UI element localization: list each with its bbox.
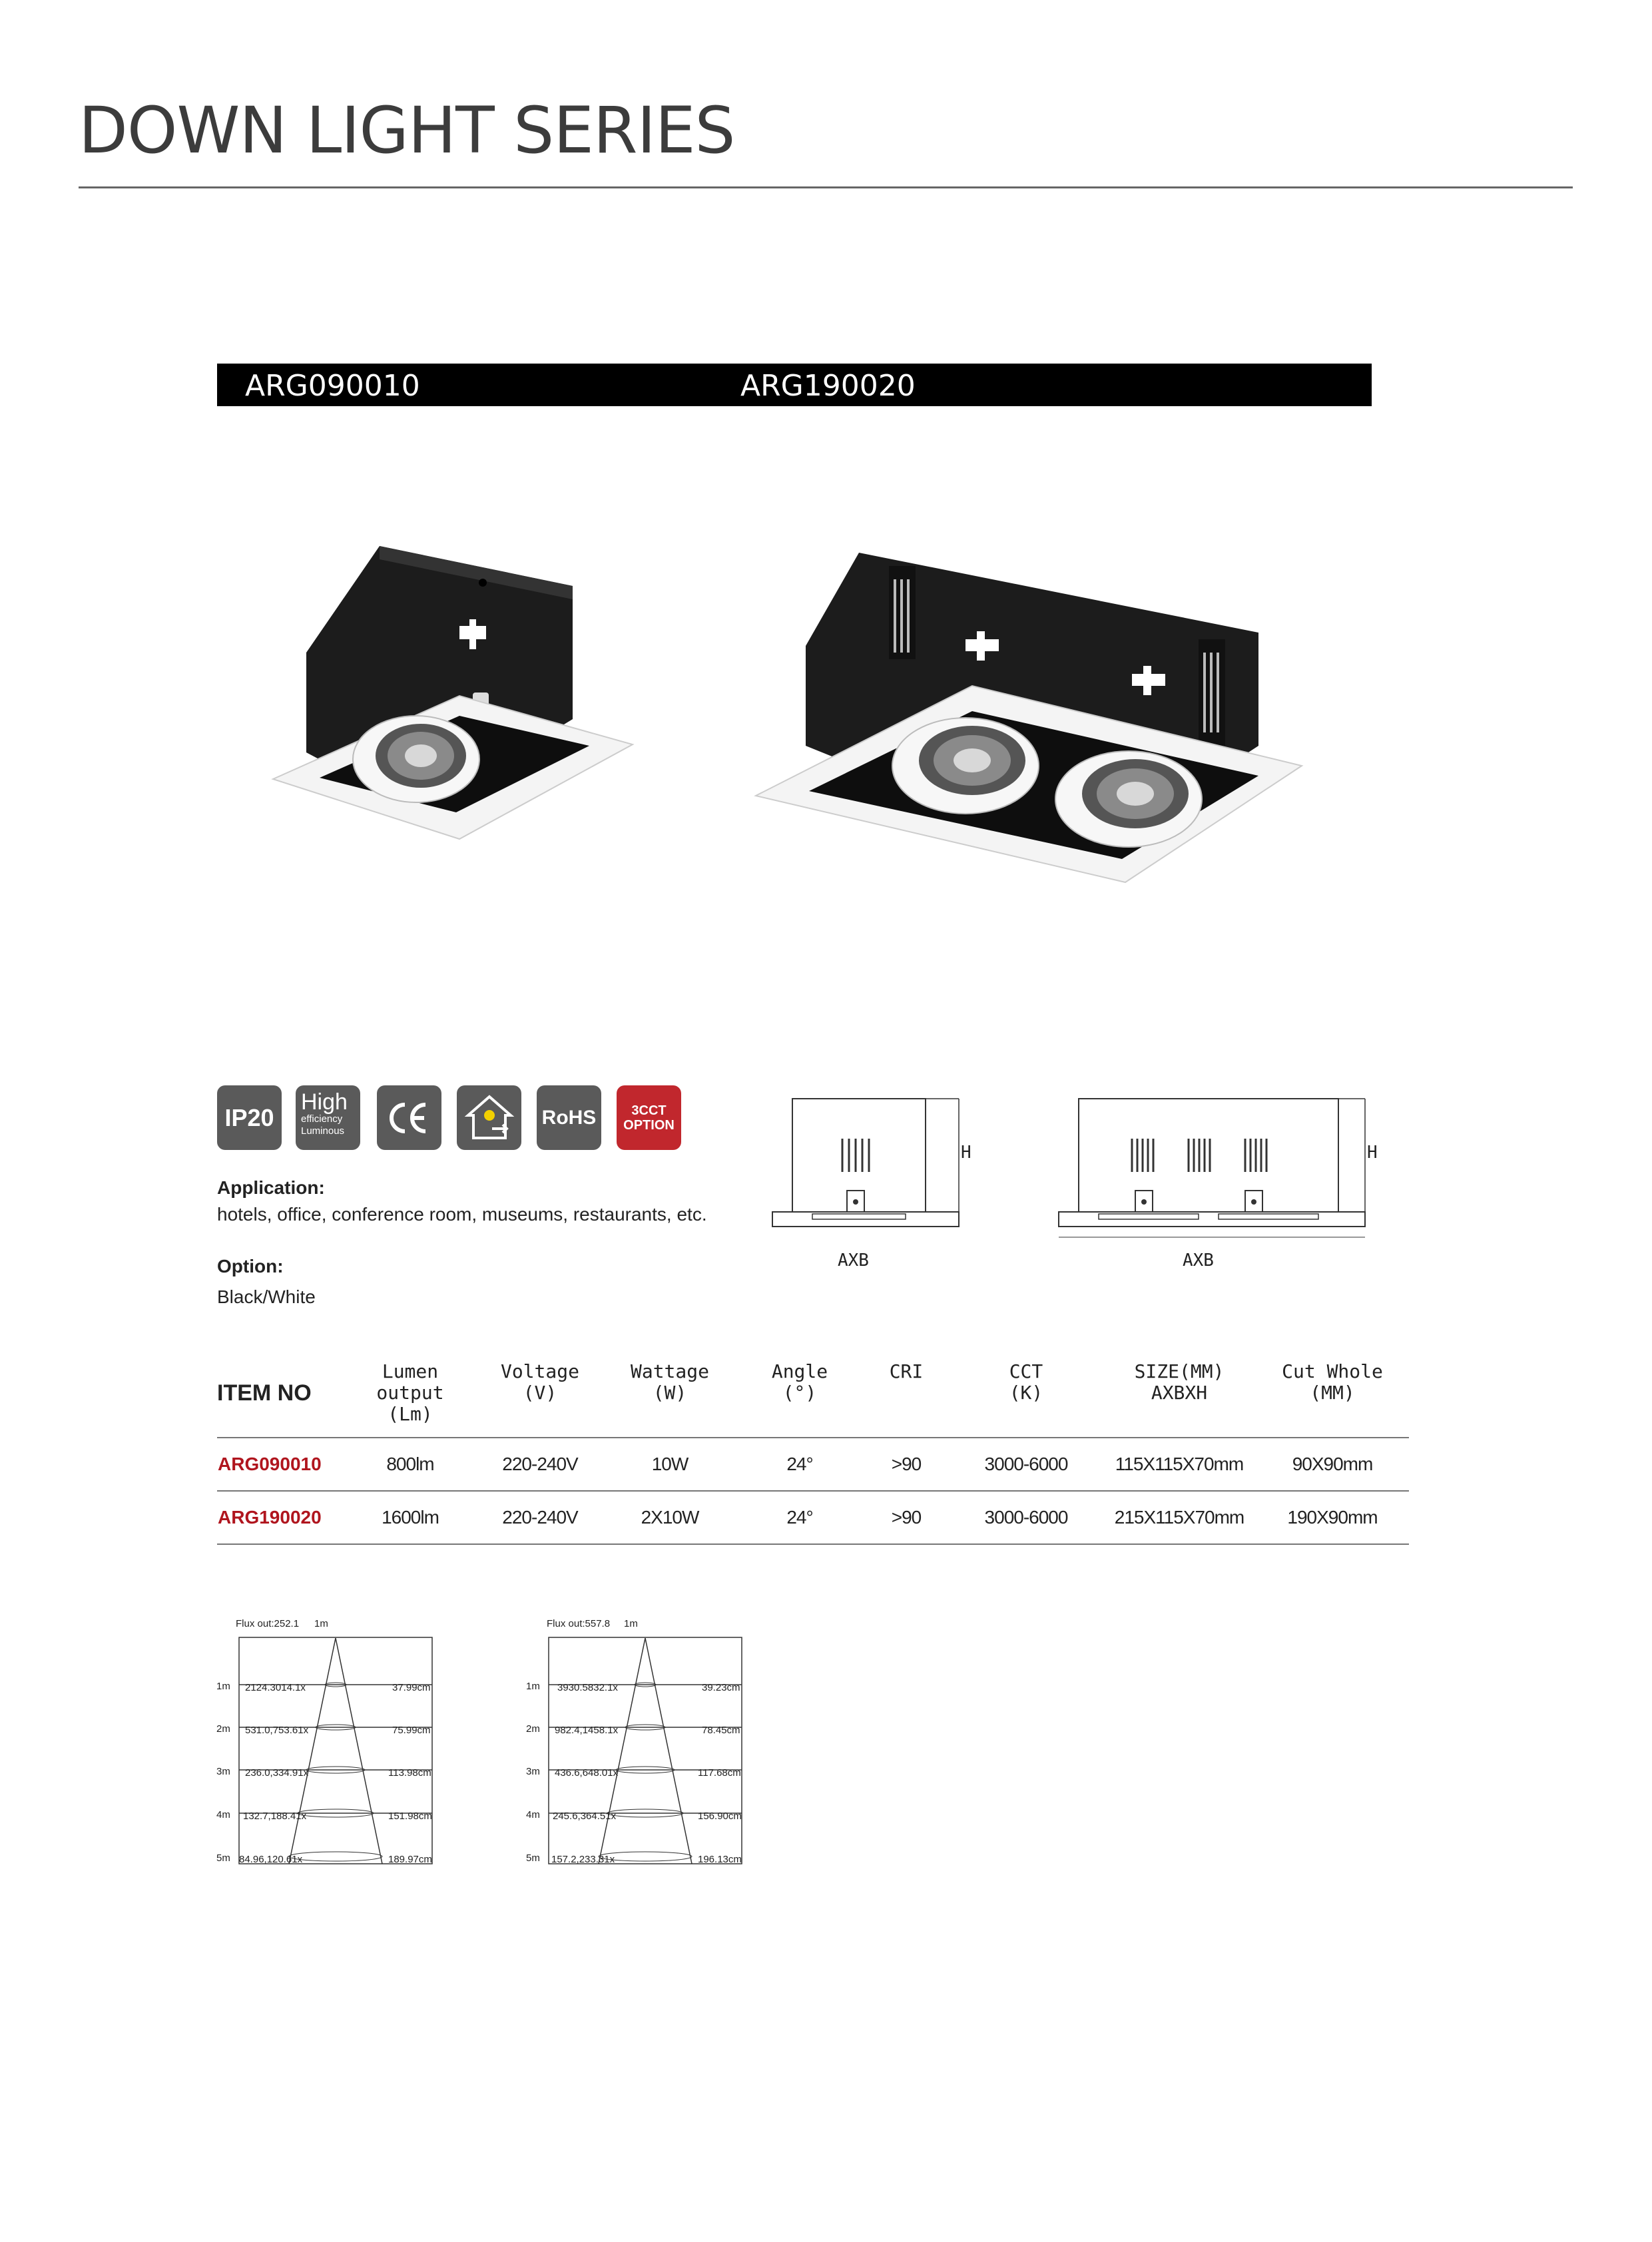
model-right-label: ARG190020 <box>740 369 916 403</box>
application-label: Application: <box>217 1177 325 1198</box>
drawing-single-h-label: H <box>961 1143 971 1163</box>
cell-angle: 24° <box>736 1438 863 1491</box>
cell-cct: 3000-6000 <box>950 1491 1103 1544</box>
spec-table-header <box>217 1358 1409 1438</box>
beam-2-dia-5: 196.13cm <box>698 1854 742 1865</box>
beam-1-top: 1m <box>314 1618 328 1629</box>
cell-wattage: 10W <box>603 1438 736 1491</box>
header-cct: CCT (K) <box>950 1358 1103 1438</box>
beam-1-dist-1: 1m <box>216 1681 230 1692</box>
beam-2-dist-5: 5m <box>526 1852 540 1864</box>
beam-1-dia-3: 113.98cm <box>388 1767 431 1779</box>
beam-1-dia-5: 189.97cm <box>388 1854 432 1865</box>
page-title: DOWN LIGHT SERIES <box>79 93 735 168</box>
header-wattage: Wattage (W) <box>603 1358 736 1438</box>
header-item-no: ITEM NO <box>217 1358 344 1438</box>
beam-1-flux: Flux out:252.1 <box>236 1618 300 1629</box>
cell-cct: 3000-6000 <box>950 1438 1103 1491</box>
beam-1-lux-3: 236.0,334.91x <box>245 1767 309 1779</box>
beam-1-dia-1: 37.99cm <box>392 1682 431 1693</box>
beam-2-lux-1: 3930.5832.1x <box>557 1682 618 1693</box>
cell-lumen: 800lm <box>344 1438 477 1491</box>
drawing-double <box>1052 1092 1372 1255</box>
option-text: Black/White <box>217 1286 316 1307</box>
cell-voltage: 220-240V <box>477 1438 603 1491</box>
beam-1-dist-4: 4m <box>216 1809 230 1821</box>
header-voltage: Voltage (V) <box>477 1358 603 1438</box>
title-divider <box>79 186 1573 188</box>
ip20-label: IP20 <box>224 1103 274 1131</box>
beam-1-dist-3: 3m <box>216 1766 230 1777</box>
cell-item-no: ARG090010 <box>217 1438 344 1491</box>
model-left-label: ARG090010 <box>245 369 420 403</box>
beam-chart-2 <box>523 1618 762 1884</box>
beam-2-dia-2: 78.45cm <box>702 1725 740 1736</box>
beam-2-lux-3: 436.6,648.01x <box>555 1767 619 1779</box>
application-text: hotels, office, conference room, museums, restaurants, etc. <box>217 1204 707 1225</box>
cell-angle: 24° <box>736 1491 863 1544</box>
beam-2-dist-4: 4m <box>526 1809 540 1821</box>
beam-2-dist-2: 2m <box>526 1723 540 1735</box>
header-lumen: Lumen output (Lm) <box>344 1358 477 1438</box>
3cct-option-badge <box>617 1085 681 1150</box>
header-cut-whole: Cut Whole (MM) <box>1256 1358 1409 1438</box>
drawing-single-axb-label: AXB <box>838 1251 869 1270</box>
beam-2-dia-4: 156.90cm <box>698 1811 742 1822</box>
rohs-label: RoHS <box>541 1106 597 1129</box>
drawing-single <box>766 1092 985 1249</box>
product-image-single <box>266 533 639 846</box>
house-icon <box>463 1091 516 1145</box>
cct-line1: 3CCT <box>631 1103 667 1118</box>
beam-2-flux: Flux out:557.8 <box>547 1618 611 1629</box>
cell-cut-whole: 190X90mm <box>1256 1491 1409 1544</box>
high-sub2: Luminous <box>301 1125 345 1137</box>
cell-item-no: ARG190020 <box>217 1491 344 1544</box>
cell-lumen: 1600lm <box>344 1491 477 1544</box>
beam-1-lux-2: 531.0,753.61x <box>245 1725 309 1736</box>
spec-table <box>217 1358 1409 1545</box>
beam-2-lux-5: 157.2,233.31x <box>551 1854 615 1865</box>
high-sub1: efficiency <box>301 1113 343 1125</box>
beam-2-dist-1: 1m <box>526 1681 540 1692</box>
header-cri: CRI <box>863 1358 950 1438</box>
table-row <box>217 1438 1409 1491</box>
beam-2-dist-3: 3m <box>526 1766 540 1777</box>
ce-icon <box>383 1091 436 1145</box>
beam-2-dia-3: 117.68cm <box>698 1767 741 1779</box>
cell-size: 215X115X70mm <box>1103 1491 1256 1544</box>
cell-wattage: 2X10W <box>603 1491 736 1544</box>
beam-1-lux-1: 2124.3014.1x <box>245 1682 306 1693</box>
beam-1-lux-5: 84.96,120.61x <box>239 1854 303 1865</box>
beam-1-dist-5: 5m <box>216 1852 230 1864</box>
beam-chart-1 <box>213 1618 453 1884</box>
beam-2-dia-1: 39.23cm <box>702 1682 740 1693</box>
beam-1-dist-2: 2m <box>216 1723 230 1735</box>
header-size: SIZE(MM) AXBXH <box>1103 1358 1256 1438</box>
table-row <box>217 1491 1409 1544</box>
ce-badge <box>377 1085 441 1150</box>
beam-1-dia-4: 151.98cm <box>388 1811 432 1822</box>
header-angle: Angle (°) <box>736 1358 863 1438</box>
cct-line2: OPTION <box>623 1117 675 1133</box>
drawing-double-h-label: H <box>1367 1143 1378 1163</box>
model-bar <box>217 364 1372 406</box>
drawing-double-axb-label: AXB <box>1183 1251 1214 1270</box>
beam-1-lux-4: 132.7,188.41x <box>243 1811 307 1822</box>
beam-2-top: 1m <box>624 1618 638 1629</box>
rohs-badge <box>537 1085 601 1150</box>
beam-1-dia-2: 75.99cm <box>392 1725 431 1736</box>
cell-cut-whole: 90X90mm <box>1256 1438 1409 1491</box>
indoor-use-badge <box>457 1085 521 1150</box>
option-label: Option: <box>217 1256 284 1276</box>
high-efficiency-badge <box>296 1085 360 1150</box>
cell-cri: >90 <box>863 1438 950 1491</box>
beam-2-lux-4: 245.6,364.51x <box>553 1811 617 1822</box>
cell-cri: >90 <box>863 1491 950 1544</box>
product-image-double <box>752 546 1312 892</box>
beam-2-lux-2: 982.4,1458.1x <box>555 1725 619 1736</box>
high-label: High <box>301 1089 348 1115</box>
cell-size: 115X115X70mm <box>1103 1438 1256 1491</box>
cell-voltage: 220-240V <box>477 1491 603 1544</box>
ip20-badge <box>217 1085 282 1150</box>
